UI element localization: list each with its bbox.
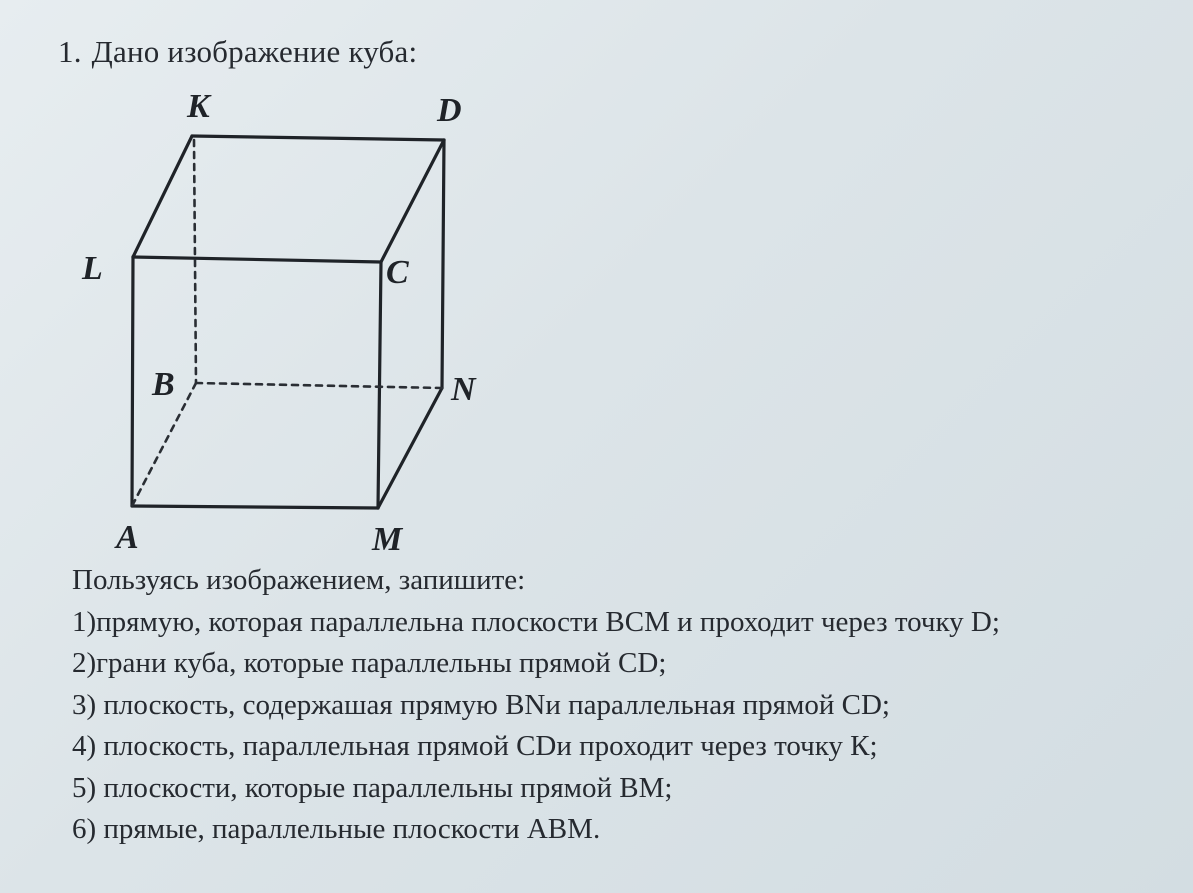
hidden-edge-BN [196,383,442,388]
edge-LC [133,257,381,262]
edge-DC [381,140,444,262]
task-item-3: 3) плоскость, содержашая прямую BNи параллельная прямой CD; [72,688,890,721]
hidden-edge-KB [194,140,196,383]
task-item-6: 6) прямые, параллельные плоскости ABM. [72,813,601,845]
problem-number: 1. [58,34,82,69]
cube-diagram [60,70,530,570]
problem-title-text: Дано изображение куба: [91,34,418,69]
task-list [72,560,1182,851]
vertex-label-D: D [437,92,462,129]
edge-MA [132,506,378,508]
vertex-label-A: A [116,519,139,556]
edge-KD [192,136,444,140]
task-item-2: 2)грани куба, которые параллельны прямой CD; [72,647,667,679]
vertex-label-C: C [386,254,409,291]
task-item-1: 1)прямую, которая параллельна плоскости BCM и проходит через точку D; [72,605,1000,638]
task-intro: Пользуясь изображением, запишите: [72,564,526,596]
vertex-label-L: L [82,250,103,287]
edge-DN [442,140,444,388]
edge-CM [378,262,381,508]
edge-AL [132,257,133,506]
vertex-label-B: B [152,366,175,403]
vertex-label-M: M [372,521,403,558]
vertex-label-N: N [451,371,476,408]
task-item-4: 4) плоскость, параллельная прямой CDи проходит через точку К; [72,730,878,762]
task-item-5: 5) плоскости, которые параллельны прямой BM; [72,771,673,804]
problem-title [58,34,417,70]
edge-LK [133,136,192,257]
vertex-label-K: K [187,88,210,125]
edge-NM [378,388,442,508]
